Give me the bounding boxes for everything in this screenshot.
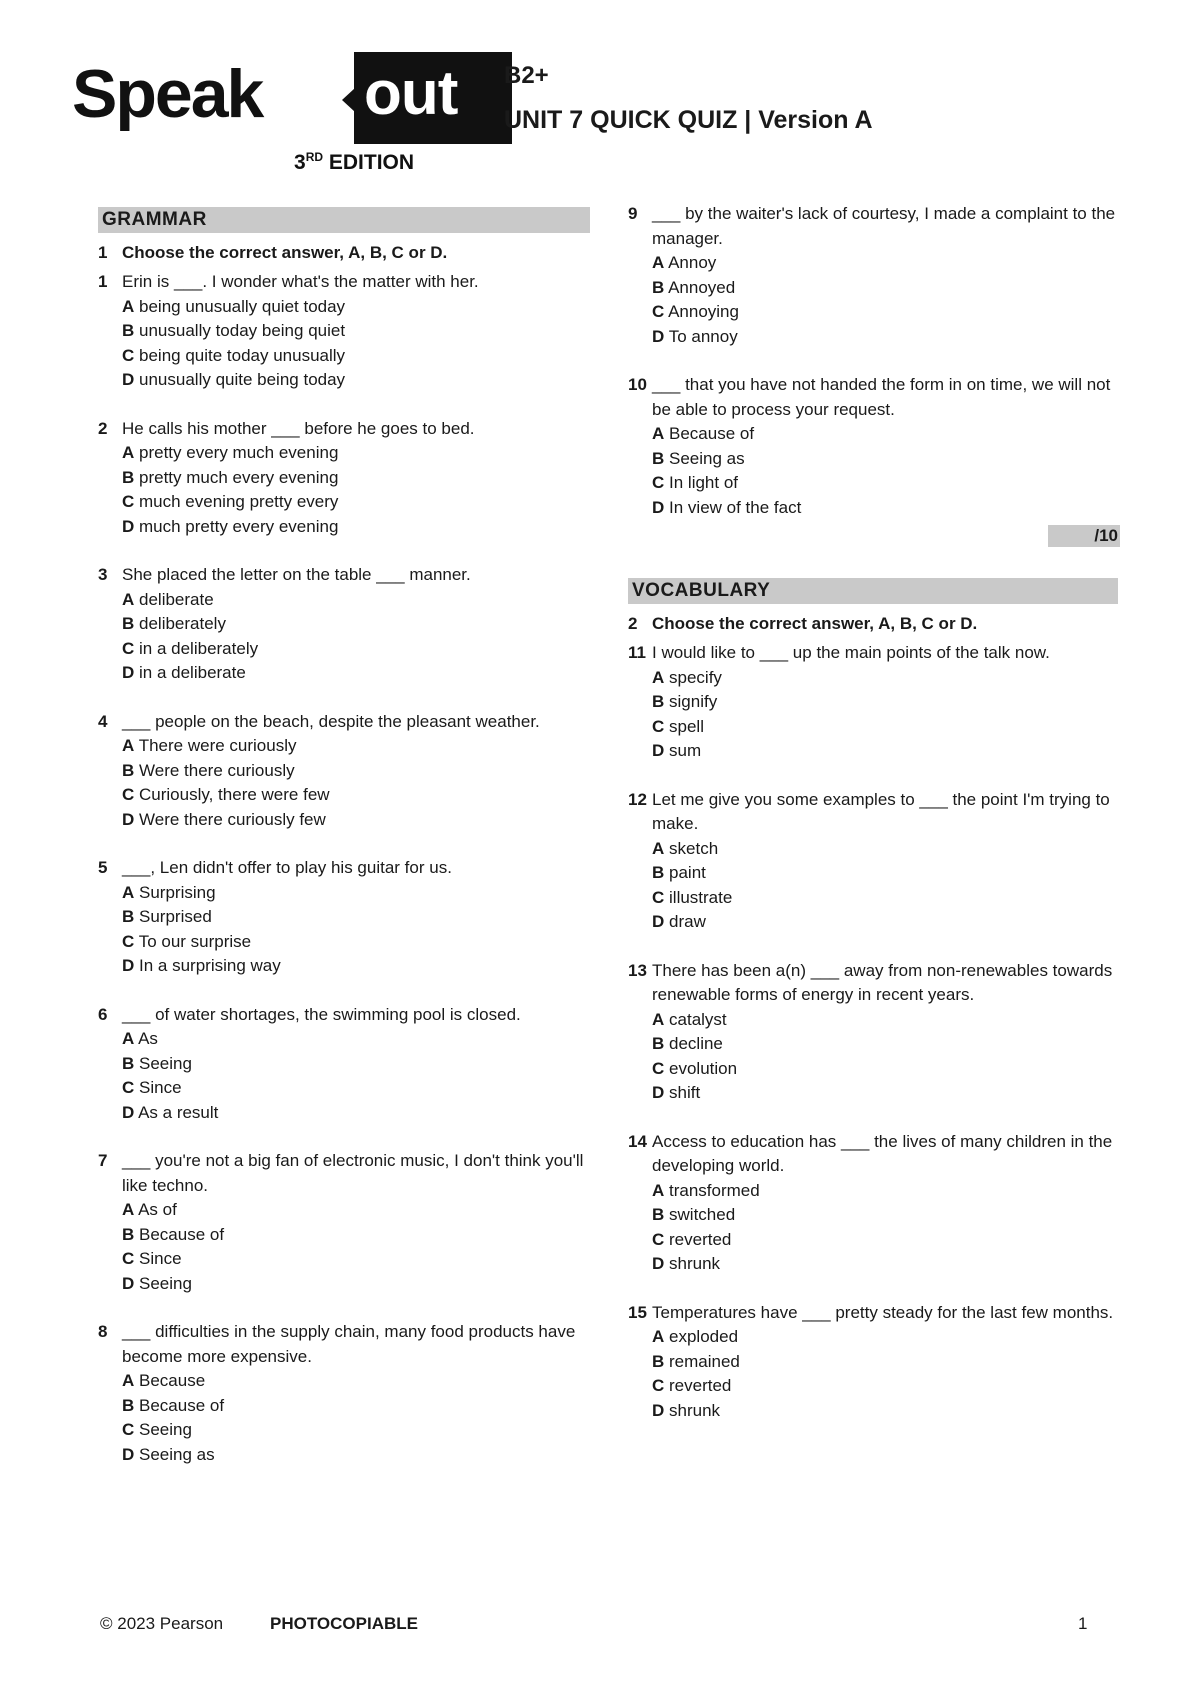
question-1 <box>98 270 590 393</box>
photocopiable-label: PHOTOCOPIABLE <box>270 1614 418 1633</box>
logo-edition: 3RD EDITION <box>294 150 415 174</box>
grammar-questions-continued <box>628 202 1118 520</box>
grammar-instruction: 1 Choose the correct answer, A, B, C or D. <box>98 243 448 262</box>
answer-option-1-c[interactable]: C being quite today unusually <box>122 345 346 365</box>
question-stem: ___ you're not a big fan of electronic music, I don't think you'll like techno. <box>122 1151 584 1195</box>
answer-option-3-d[interactable]: D in a deliberate <box>122 663 246 682</box>
answer-option-7-b[interactable]: B Because of <box>122 1224 225 1244</box>
copyright: © 2023 Pearson <box>100 1614 224 1633</box>
question-stem: ___ by the waiter's lack of courtesy, I made a complaint to the manager. <box>652 204 1116 248</box>
question-number: 3 <box>98 565 108 584</box>
answer-option-2-a[interactable]: A pretty every much evening <box>122 443 339 462</box>
grammar-questions <box>98 270 590 1467</box>
answer-option-15-d[interactable]: D shrunk <box>652 1400 721 1420</box>
answer-option-1-b[interactable]: B unusually today being quiet <box>122 321 346 340</box>
answer-option-12-b[interactable]: B paint <box>652 863 706 882</box>
question-stem: Temperatures have ___ pretty steady for the last few months. <box>652 1302 1114 1322</box>
answer-option-13-b[interactable]: B decline <box>652 1034 723 1053</box>
left-column <box>98 207 590 1467</box>
question-stem: Let me give you some examples to ___ the point I'm trying to make. <box>652 789 1110 833</box>
answer-option-9-d[interactable]: D To annoy <box>652 326 738 346</box>
question-stem: Access to education has ___ the lives of many children in the developing world. <box>652 1131 1113 1175</box>
question-8 <box>98 1320 590 1467</box>
vocabulary-questions <box>628 641 1118 1423</box>
question-number: 15 <box>628 1302 647 1322</box>
question-stem: ___ people on the beach, despite the pleasant weather. <box>122 711 540 731</box>
answer-option-7-d[interactable]: D Seeing <box>122 1273 192 1293</box>
question-stem: ___, Len didn't offer to play his guitar for us. <box>122 858 452 877</box>
answer-option-7-a[interactable]: A As of <box>122 1200 177 1219</box>
answer-option-1-a[interactable]: A being unusually quiet today <box>122 296 346 316</box>
question-stem: There has been a(n) ___ away from non-renewables towards renewable forms of energy in recent years. <box>652 960 1113 1004</box>
answer-option-4-b[interactable]: B Were there curiously <box>122 760 295 780</box>
grammar-score-box: /10 <box>1048 525 1120 547</box>
answer-option-10-c[interactable]: C In light of <box>652 473 739 492</box>
answer-option-14-d[interactable]: D shrunk <box>652 1254 721 1273</box>
question-stem: ___ that you have not handed the form in on time, we will not be able to process your request. <box>652 375 1111 419</box>
question-7 <box>98 1149 590 1296</box>
answer-option-9-c[interactable]: C Annoying <box>652 302 739 321</box>
page-number: 1 <box>1078 1614 1088 1633</box>
question-4 <box>98 710 590 833</box>
question-6 <box>98 1003 590 1126</box>
answer-option-5-b[interactable]: B Surprised <box>122 907 212 926</box>
answer-option-13-c[interactable]: C evolution <box>652 1058 738 1078</box>
question-11 <box>628 641 1118 764</box>
answer-option-6-b[interactable]: B Seeing <box>122 1053 192 1073</box>
answer-option-4-c[interactable]: C Curiously, there were few <box>122 785 330 804</box>
question-number: 14 <box>628 1131 647 1151</box>
answer-option-6-a[interactable]: A As <box>122 1029 158 1048</box>
question-3 <box>98 563 590 686</box>
answer-option-8-d[interactable]: D Seeing as <box>122 1444 215 1464</box>
answer-option-8-a[interactable]: A Because <box>122 1371 206 1390</box>
question-number: 1 <box>98 272 108 291</box>
answer-option-9-b[interactable]: B Annoyed <box>652 277 736 297</box>
answer-option-3-b[interactable]: B deliberately <box>122 614 226 633</box>
question-number: 4 <box>98 711 108 731</box>
page-title: UNIT 7 QUICK QUIZ | Version A <box>504 106 873 134</box>
question-number: 7 <box>98 1151 108 1170</box>
answer-option-6-d[interactable]: D As a result <box>122 1102 219 1122</box>
answer-option-8-b[interactable]: B Because of <box>122 1395 225 1415</box>
answer-option-3-c[interactable]: C in a deliberately <box>122 638 259 658</box>
question-15 <box>628 1301 1118 1424</box>
logo-speak: Speak <box>72 56 263 132</box>
level-label: B2+ <box>504 62 549 89</box>
answer-option-3-a[interactable]: A deliberate <box>122 589 214 609</box>
question-stem: He calls his mother ___ before he goes to bed. <box>122 418 475 438</box>
answer-option-12-d[interactable]: D draw <box>652 912 706 931</box>
answer-option-13-a[interactable]: A catalyst <box>652 1009 727 1029</box>
question-stem: I would like to ___ up the main points of the talk now. <box>652 643 1050 662</box>
question-stem: ___ difficulties in the supply chain, many food products have become more expensive. <box>122 1322 576 1366</box>
answer-option-4-a[interactable]: A There were curiously <box>122 736 297 755</box>
answer-option-2-b[interactable]: B pretty much every evening <box>122 467 339 487</box>
question-14 <box>628 1130 1118 1277</box>
question-number: 8 <box>98 1322 108 1341</box>
answer-option-15-a[interactable]: A exploded <box>652 1327 739 1346</box>
answer-option-12-a[interactable]: A sketch <box>652 838 719 858</box>
answer-option-9-a[interactable]: A Annoy <box>652 253 717 272</box>
answer-option-5-a[interactable]: A Surprising <box>122 882 216 902</box>
answer-option-7-c[interactable]: C Since <box>122 1249 182 1268</box>
answer-option-5-d[interactable]: D In a surprising way <box>122 956 281 975</box>
question-5 <box>98 856 590 979</box>
answer-option-10-a[interactable]: A Because of <box>652 424 755 443</box>
answer-option-14-a[interactable]: A transformed <box>652 1180 760 1200</box>
answer-option-5-c[interactable]: C To our surprise <box>122 931 252 951</box>
question-9 <box>628 202 1118 349</box>
answer-option-12-c[interactable]: C illustrate <box>652 887 733 907</box>
answer-option-1-d[interactable]: D unusually quite being today <box>122 370 346 389</box>
logo-out: out <box>364 59 458 128</box>
question-number: 2 <box>98 418 108 438</box>
question-number: 5 <box>98 858 108 877</box>
vocabulary-instruction: 2 Choose the correct answer, A, B, C or D. <box>628 614 978 633</box>
answer-option-15-c[interactable]: C reverted <box>652 1376 732 1395</box>
answer-option-8-c[interactable]: C Seeing <box>122 1420 192 1439</box>
question-stem: ___ of water shortages, the swimming pool is closed. <box>122 1004 521 1024</box>
answer-option-4-d[interactable]: D Were there curiously few <box>122 809 326 829</box>
answer-option-14-b[interactable]: B switched <box>652 1205 736 1224</box>
answer-option-2-d[interactable]: D much pretty every evening <box>122 516 339 536</box>
answer-option-11-d[interactable]: D sum <box>652 741 702 760</box>
right-column <box>628 202 1118 1423</box>
answer-option-11-a[interactable]: A specify <box>652 667 722 687</box>
question-stem: Erin is ___. I wonder what's the matter with her. <box>122 272 479 291</box>
question-number: 6 <box>98 1004 108 1024</box>
question-13 <box>628 959 1118 1106</box>
question-number: 12 <box>628 789 647 809</box>
answer-option-6-c[interactable]: C Since <box>122 1078 182 1097</box>
question-stem: She placed the letter on the table ___ manner. <box>122 565 471 584</box>
answer-option-10-d[interactable]: D In view of the fact <box>652 497 802 517</box>
answer-option-2-c[interactable]: C much evening pretty every <box>122 492 339 511</box>
question-number: 10 <box>628 375 647 394</box>
question-2 <box>98 417 590 540</box>
question-number: 13 <box>628 960 647 980</box>
answer-option-15-b[interactable]: B remained <box>652 1351 740 1371</box>
answer-option-14-c[interactable]: C reverted <box>652 1229 732 1249</box>
question-number: 11 <box>628 643 646 662</box>
answer-option-11-b[interactable]: B signify <box>652 692 718 711</box>
answer-option-10-b[interactable]: B Seeing as <box>652 448 745 468</box>
question-number: 9 <box>628 204 638 223</box>
answer-option-13-d[interactable]: D shift <box>652 1083 701 1102</box>
answer-option-11-c[interactable]: C spell <box>652 716 704 736</box>
question-12 <box>628 788 1118 935</box>
grammar-heading: GRAMMAR <box>98 207 590 233</box>
question-10 <box>628 373 1118 520</box>
speakout-logo <box>72 50 458 180</box>
vocabulary-heading: VOCABULARY <box>628 578 1118 604</box>
